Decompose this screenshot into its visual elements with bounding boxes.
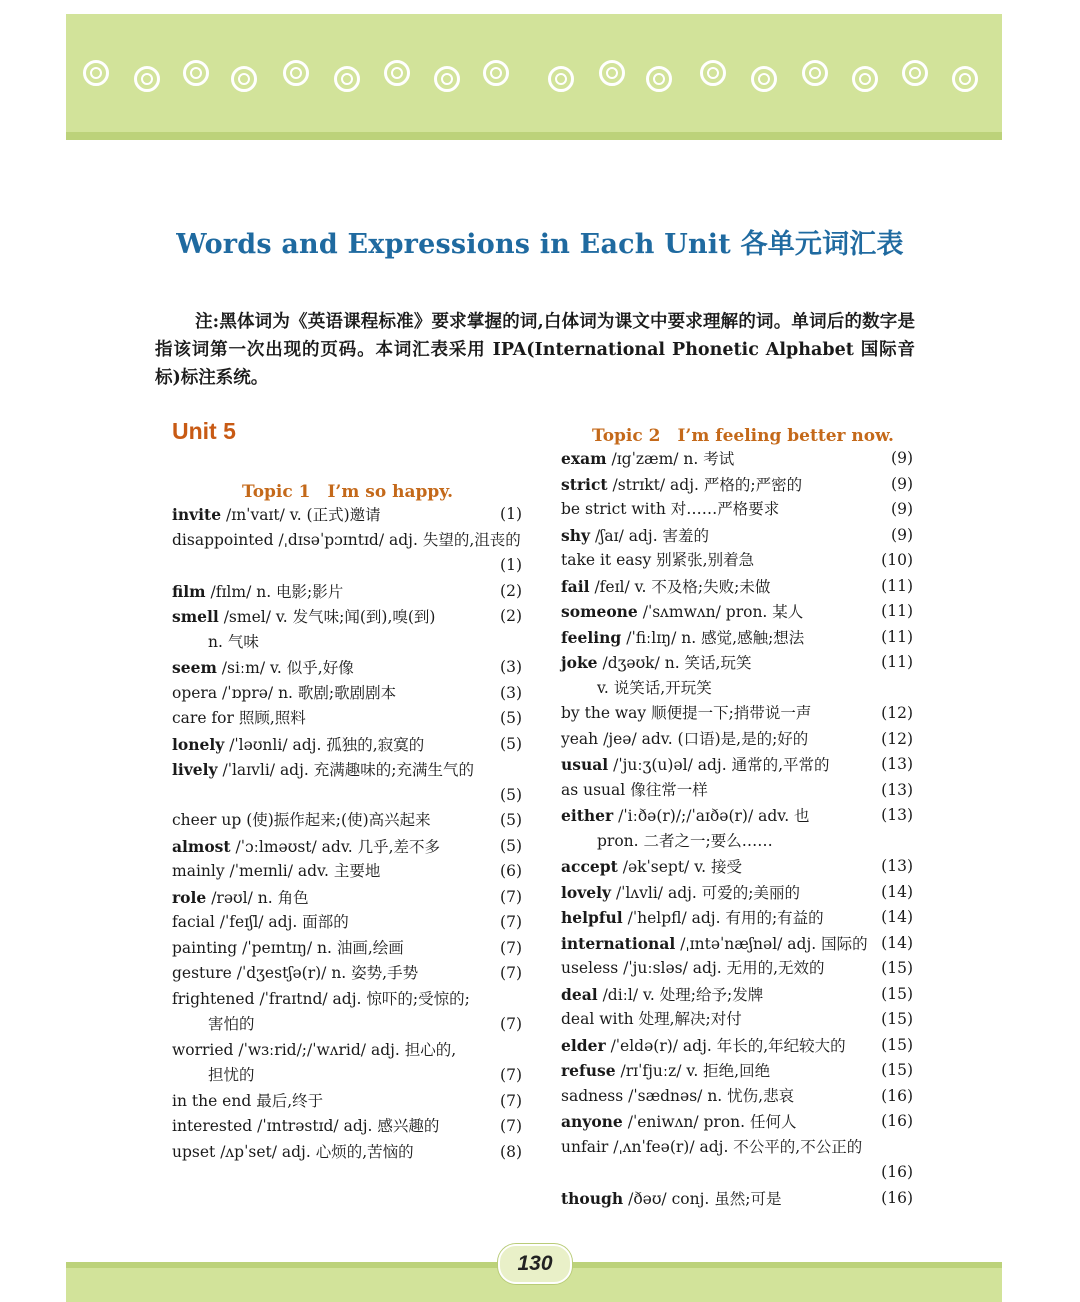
vocab-text: [172, 987, 470, 1013]
vocab-entry: [561, 727, 913, 753]
page-reference: (5): [500, 734, 522, 753]
vocab-text: [172, 706, 306, 732]
vocab-text: [561, 650, 751, 677]
headword: refuse: [561, 1061, 616, 1080]
definition: 害怕的: [208, 1015, 255, 1033]
definition: /ˈdʒestʃə(r)/ n. 姿势,手势: [236, 964, 419, 982]
vocab-entry: [561, 1160, 913, 1186]
page-reference: (7): [500, 964, 522, 982]
note-paragraph: 注:黑体词为《英语课程标准》要求掌握的词,白体词为课文中要求理解的词。单词后的数字是指该词第一次出现的页码。本词汇表采用 IPA(International Phonetic Alphabet 国际音标)标注系统。: [155, 312, 915, 388]
definition: /smel/ v. 发气味;闻(到),嗅(到): [223, 608, 436, 626]
page-reference: (7): [500, 1117, 522, 1135]
ring-icon: [384, 60, 410, 86]
headword: invite: [172, 505, 222, 524]
headword: role: [172, 887, 207, 907]
vocab-entry: [172, 987, 522, 1013]
definition: /ˈlʌvli/ adj. 可爱的;美丽的: [615, 883, 801, 902]
headword: upset: [172, 1142, 216, 1161]
vocab-text: [561, 574, 770, 601]
vocab-entry: [561, 1109, 913, 1135]
page-reference: (8): [500, 1142, 522, 1161]
definition: /dʒəʊk/ n. 笑话,玩笑: [602, 654, 752, 672]
vocab-entry: [561, 523, 913, 549]
vocab-entry: [172, 1140, 522, 1166]
headword: cheer up: [172, 811, 242, 829]
definition: /ʌpˈset/ adj. 心烦的,苦恼的: [220, 1142, 414, 1161]
definition: /əkˈsept/ v. 接受: [622, 858, 742, 876]
vocab-text: [172, 936, 404, 962]
definition: (使)振作起来;(使)高兴起来: [246, 811, 431, 829]
vocab-entry: [561, 650, 913, 676]
vocab-entry: [172, 553, 522, 579]
headword: frightened: [172, 989, 255, 1008]
ring-icon: [599, 60, 625, 86]
headword: usual: [561, 755, 609, 774]
page-reference: (7): [500, 1015, 522, 1033]
vocab-entry: [172, 502, 522, 528]
headword: as usual: [561, 780, 626, 799]
definition: /ˈjuːsləs/ adj. 无用的,无效的: [623, 959, 825, 977]
ring-icon: [334, 66, 360, 92]
vocab-entry: [172, 1038, 522, 1064]
vocab-entry: [561, 676, 913, 702]
vocab-entry: [561, 548, 913, 574]
page-reference: (16): [881, 1086, 913, 1105]
definition: 别紧张,别着急: [656, 551, 755, 569]
ring-icon: [802, 60, 828, 86]
vocab-entry: [172, 757, 522, 783]
vocab-entry: [561, 1135, 913, 1161]
headword: care for: [172, 709, 234, 727]
vocab-entry: [561, 1007, 913, 1033]
vocab-entry: [172, 859, 522, 885]
vocab-text: [172, 1038, 456, 1064]
definition: v. 说笑话,开玩笑: [597, 678, 712, 697]
headword: be strict with: [561, 500, 666, 518]
header-band: [66, 14, 1002, 140]
vocab-entry: [172, 706, 522, 732]
unit-heading: Unit 5: [172, 418, 236, 444]
headword: accept: [561, 857, 618, 876]
definition: 照顾,照料: [238, 709, 306, 727]
definition: n. 气味: [208, 632, 259, 651]
definition: /siːm/ v. 似乎,好像: [221, 659, 354, 677]
vocab-text: [172, 732, 424, 759]
definition: /rɪˈfjuːz/ v. 拒绝,回绝: [620, 1062, 771, 1080]
vocab-text: [172, 681, 396, 707]
vocab-entry: [561, 574, 913, 600]
vocab-text: [172, 655, 354, 682]
headword: worried: [172, 1040, 234, 1059]
vocab-text: [172, 1140, 414, 1166]
page-reference: (16): [881, 1188, 913, 1207]
headword: useless: [561, 959, 619, 977]
vocab-entry: [172, 1114, 522, 1140]
definition: /rəʊl/ n. 角色: [211, 888, 309, 907]
ring-icon: [231, 66, 257, 92]
definition: 对……严格要求: [670, 500, 780, 518]
vocab-entry: [172, 604, 522, 630]
ring-icon: [283, 60, 309, 86]
headword: take it easy: [561, 551, 652, 569]
page-reference: (1): [500, 556, 522, 574]
vocab-entry: [561, 880, 913, 906]
page-reference: (11): [881, 576, 913, 595]
definition: /ˌʌnˈfeə(r)/ adj. 不公平的,不公正的: [613, 1137, 863, 1156]
ring-icon: [902, 60, 928, 86]
page-reference: (2): [500, 607, 522, 625]
vocab-entry: [172, 1089, 522, 1115]
page-reference: (9): [891, 500, 913, 518]
page-reference: (5): [500, 785, 522, 804]
definition: /jeə/ adv. (口语)是,是的;好的: [603, 729, 809, 748]
vocab-text: [172, 579, 343, 606]
vocab-entry: [172, 936, 522, 962]
vocab-text: [561, 854, 742, 881]
page-reference: (12): [881, 704, 913, 722]
vocab-entry: [561, 625, 913, 651]
vocab-text: [561, 1109, 797, 1136]
vocab-text: [561, 676, 712, 702]
vocab-text: [561, 931, 868, 958]
page-number: 130: [498, 1244, 572, 1284]
page-reference: (5): [500, 811, 522, 829]
definition: /ɪgˈzæm/ n. 考试: [611, 450, 735, 468]
vocab-entry: [172, 528, 522, 554]
vocab-text: [561, 982, 763, 1009]
vocab-text: [561, 472, 802, 499]
definition: /ˈfiːlɪŋ/ n. 感觉,感触;想法: [626, 628, 805, 647]
definition: /ˈɒprə/ n. 歌剧;歌剧剧本: [222, 683, 397, 702]
vocab-entry: [172, 808, 522, 834]
vocab-text: [561, 625, 804, 652]
headword: yeah: [561, 729, 599, 748]
definition: pron. 二者之一;要么……: [597, 831, 773, 850]
definition: 顺便提一下;捎带说一声: [651, 704, 812, 722]
vocab-entry: [561, 829, 913, 855]
page-reference: (14): [881, 933, 913, 952]
definition: /ˈfraɪtnd/ adj. 惊吓的;受惊的;: [259, 989, 470, 1008]
headword: disappointed: [172, 530, 274, 549]
definition: /ˈsʌmwʌn/ pron. 某人: [642, 603, 804, 621]
headword: fail: [561, 576, 590, 596]
vocab-entry: [561, 1058, 913, 1084]
vocab-text: [561, 497, 779, 523]
page-reference: (15): [881, 1035, 913, 1054]
page-reference: (16): [881, 1163, 913, 1181]
page-reference: (15): [881, 1061, 913, 1079]
definition: /ˈeniwʌn/ pron. 任何人: [627, 1113, 797, 1131]
headword: smell: [172, 607, 219, 626]
headword: strict: [561, 474, 608, 494]
vocab-text: [561, 1033, 846, 1060]
vocab-entry: [561, 931, 913, 957]
vocab-entry: [172, 579, 522, 605]
vocab-entry: [561, 1084, 913, 1110]
ring-icon: [483, 60, 509, 86]
vocab-entry: [561, 854, 913, 880]
vocab-text: [561, 1084, 794, 1110]
page-reference: (1): [500, 505, 522, 523]
definition: /ˌɪntəˈnæʃnəl/ adj. 国际的: [680, 934, 868, 953]
definition: /fɪlm/ n. 电影;影片: [210, 582, 344, 601]
definition: /ˈpeɪntɪŋ/ n. 油画,绘画: [242, 938, 404, 957]
vocab-text: [172, 834, 440, 861]
page-reference: (12): [881, 729, 913, 748]
headword: seem: [172, 658, 217, 677]
vocab-entry: [172, 1012, 522, 1038]
page-reference: (7): [500, 913, 522, 931]
headword: almost: [172, 836, 231, 856]
vocab-text: [561, 599, 803, 626]
vocab-text: [172, 502, 381, 529]
page-reference: (11): [881, 627, 913, 646]
vocab-entry: [561, 599, 913, 625]
definition: /ˈfeɪʃl/ adj. 面部的: [219, 913, 349, 931]
definition: /ˈeldə(r)/ adj. 年长的,年纪较大的: [610, 1036, 846, 1055]
page-reference: (3): [500, 683, 522, 702]
definition: /ˈlaɪvli/ adj. 充满趣味的;充满生气的: [222, 761, 474, 779]
vocab-entry: [561, 446, 913, 472]
ring-icon: [183, 60, 209, 86]
headword: opera: [172, 683, 218, 702]
vocab-entry: [561, 472, 913, 498]
page-reference: (14): [881, 908, 913, 926]
definition: 最后,终于: [256, 1091, 324, 1110]
vocab-text: [172, 961, 418, 987]
page-reference: (16): [881, 1112, 913, 1130]
vocab-entry: [561, 701, 913, 727]
page-reference: (7): [500, 1066, 522, 1084]
page-reference: (11): [881, 653, 913, 671]
page-reference: (9): [891, 449, 913, 467]
headword: facial: [172, 913, 215, 931]
page-reference: (13): [881, 755, 913, 773]
ring-icon: [646, 66, 672, 92]
page-reference: (13): [881, 857, 913, 875]
vocab-text: [561, 803, 810, 830]
headword: elder: [561, 1035, 606, 1055]
right-vocabulary-column: [561, 446, 913, 1211]
page-reference: (5): [500, 709, 522, 727]
vocab-text: [561, 905, 824, 932]
vocab-text: [561, 880, 800, 907]
headword: in the end: [172, 1091, 252, 1110]
vocab-text: [561, 752, 830, 779]
page-reference: (13): [881, 806, 913, 824]
vocab-text: [561, 829, 773, 855]
ring-icon: [700, 60, 726, 86]
vocab-text: [172, 1063, 255, 1089]
headword: helpful: [561, 908, 623, 927]
vocab-entry: [561, 752, 913, 778]
header-rule: [66, 132, 1002, 140]
vocab-entry: [561, 803, 913, 829]
page-reference: (2): [500, 581, 522, 600]
vocab-text: [172, 630, 259, 656]
headword: joke: [561, 653, 598, 672]
vocab-text: [172, 1114, 439, 1140]
definition: /ʃaɪ/ adj. 害羞的: [594, 526, 710, 545]
left-vocabulary-column: [172, 502, 522, 1165]
vocab-text: [561, 778, 708, 804]
headword: international: [561, 933, 676, 953]
headword: interested: [172, 1117, 253, 1135]
headword: lively: [172, 760, 218, 779]
vocab-text: [561, 548, 754, 574]
vocab-entry: [561, 778, 913, 804]
vocab-entry: [561, 956, 913, 982]
ring-icon: [134, 66, 160, 92]
vocab-entry: [172, 1063, 522, 1089]
definition: /ˈwɜːrid/;/ˈwʌrid/ adj. 担心的,: [238, 1040, 457, 1059]
vocab-entry: [172, 783, 522, 809]
ring-icon: [83, 60, 109, 86]
headword: someone: [561, 602, 638, 621]
definition: /ˈhelpfl/ adj. 有用的;有益的: [627, 909, 824, 927]
page-reference: (7): [500, 938, 522, 957]
vocab-text: [172, 1012, 255, 1038]
definition: 处理,解决;对付: [638, 1010, 742, 1028]
page-reference: (15): [881, 984, 913, 1003]
vocab-entry: [172, 655, 522, 681]
definition: /ˈiːðə(r)/;/ˈaɪðə(r)/ adv. 也: [618, 807, 810, 825]
definition: /ˈɪntrəstɪd/ adj. 感兴趣的: [257, 1117, 440, 1135]
ring-icon: [952, 66, 978, 92]
headword: lonely: [172, 734, 225, 754]
page-reference: (9): [891, 525, 913, 544]
definition: /ˈmeɪnli/ adv. 主要地: [229, 862, 381, 880]
page-reference: (14): [881, 882, 913, 901]
page-reference: (15): [881, 1010, 913, 1028]
page-reference: (9): [891, 474, 913, 493]
vocab-entry: [172, 910, 522, 936]
ring-icon: [852, 66, 878, 92]
vocab-text: [561, 446, 734, 473]
page-reference: (5): [500, 836, 522, 855]
definition: /feɪl/ v. 不及格;失败;未做: [594, 577, 771, 596]
vocab-entry: [172, 630, 522, 656]
page-reference: (3): [500, 658, 522, 676]
page-reference: (7): [500, 887, 522, 906]
vocab-entry: [561, 905, 913, 931]
vocab-text: [172, 885, 309, 912]
ring-icon: [548, 66, 574, 92]
definition: /ɪnˈvaɪt/ v. (正式)邀请: [226, 506, 381, 524]
headword: shy: [561, 525, 591, 545]
page-reference: (10): [881, 551, 913, 569]
vocab-text: [561, 956, 825, 982]
vocab-entry: [172, 834, 522, 860]
headword: feeling: [561, 627, 622, 647]
page-title: Words and Expressions in Each Unit 各单元词汇表: [176, 229, 904, 260]
vocab-entry: [172, 961, 522, 987]
headword: gesture: [172, 964, 232, 982]
definition: /strɪkt/ adj. 严格的;严密的: [612, 475, 803, 494]
vocab-text: [172, 757, 474, 784]
vocab-text: [172, 1089, 323, 1115]
ring-icon: [751, 66, 777, 92]
headword: either: [561, 806, 614, 825]
headword: unfair: [561, 1137, 609, 1156]
ring-icon: [434, 66, 460, 92]
definition: /ˈɔːlməʊst/ adv. 几乎,差不多: [235, 837, 441, 856]
vocab-text: [172, 808, 431, 834]
definition: /ˈləʊnli/ adj. 孤独的,寂寞的: [229, 735, 425, 754]
vocab-text: [172, 604, 435, 631]
vocab-text: [172, 910, 349, 936]
headword: mainly: [172, 862, 225, 880]
vocab-entry: [172, 681, 522, 707]
page-reference: (11): [881, 602, 913, 620]
vocab-text: [561, 701, 811, 727]
definition: /ˈsædnəs/ n. 忧伤,悲哀: [628, 1086, 795, 1105]
headword: deal: [561, 984, 598, 1004]
headword: though: [561, 1188, 624, 1208]
topic-2-heading: Topic 2 I’m feeling better now.: [592, 426, 894, 446]
headword: sadness: [561, 1086, 624, 1105]
vocab-text: [561, 1007, 742, 1033]
vocab-text: [561, 523, 709, 550]
headword: anyone: [561, 1112, 623, 1131]
definition: /ˈjuːʒ(u)əl/ adj. 通常的,平常的: [613, 756, 830, 774]
definition: 像往常一样: [630, 780, 708, 799]
headword: exam: [561, 449, 607, 468]
vocab-text: [561, 1135, 862, 1161]
vocab-text: [561, 727, 808, 753]
definition: /ðəʊ/ conj. 虽然;可是: [628, 1189, 782, 1208]
page-reference: (15): [881, 959, 913, 977]
headword: painting: [172, 938, 238, 957]
headword: lovely: [561, 882, 611, 902]
headword: deal with: [561, 1010, 634, 1028]
vocab-text: [172, 859, 380, 885]
vocab-entry: [561, 982, 913, 1008]
headword: film: [172, 581, 206, 601]
vocab-entry: [561, 497, 913, 523]
page-reference: (6): [500, 862, 522, 880]
page-reference: (7): [500, 1091, 522, 1110]
definition: /ˌdɪsəˈpɔɪntɪd/ adj. 失望的,沮丧的: [278, 530, 521, 549]
vocab-text: [172, 528, 521, 554]
vocab-entry: [561, 1186, 913, 1212]
headword: by the way: [561, 704, 647, 722]
vocab-entry: [172, 732, 522, 758]
vocab-entry: [172, 885, 522, 911]
definition: /diːl/ v. 处理;给予;发牌: [602, 985, 764, 1004]
vocab-text: [561, 1186, 781, 1213]
vocab-text: [561, 1058, 770, 1085]
topic-1-heading: Topic 1 I’m so happy.: [242, 482, 454, 502]
vocab-entry: [561, 1033, 913, 1059]
definition: 担忧的: [208, 1066, 255, 1084]
page-reference: (13): [881, 780, 913, 799]
